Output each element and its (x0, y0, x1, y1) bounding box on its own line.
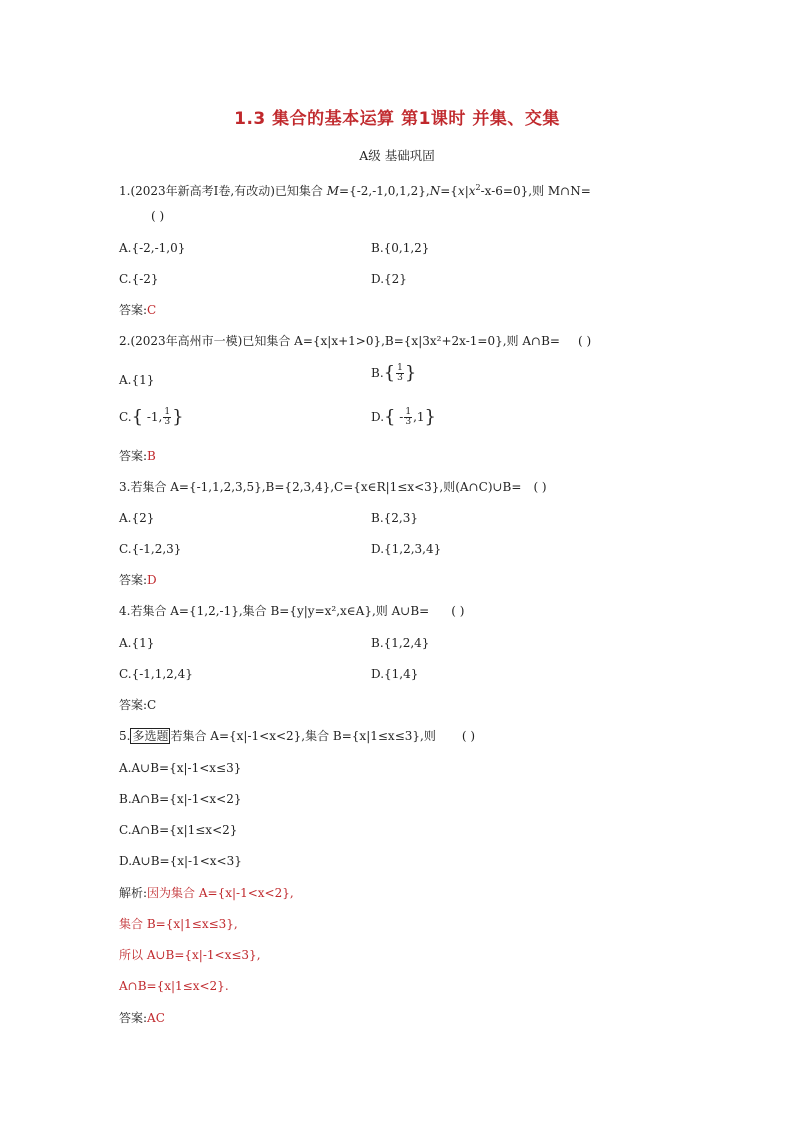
level-heading: A级 基础巩固 (359, 148, 435, 163)
q1-stem: 1.(2023年新高考Ⅰ卷,有改动)已知集合 $M=\{-2,-1,0,1,2\},N=\{x|x^2-x-6=0\}$,则 M∩N= (119, 183, 591, 198)
q3-option-a: A.{2} (119, 511, 155, 525)
q1-option-c: C.{-2} (119, 272, 159, 286)
q1-answer-value: C (147, 303, 157, 317)
q2-answer-value: B (147, 449, 156, 463)
q5-analysis-1: 解析:因为集合 A={x|-1<x<2}, (119, 886, 294, 900)
q4-answer-value: C (147, 698, 157, 712)
q4-option-d: D.{1,4} (371, 667, 419, 681)
q5-answer-value: AC (147, 1011, 165, 1025)
q3-option-d: D.{1,2,3,4} (371, 542, 442, 556)
q2-answer: 答案:B (119, 449, 156, 463)
q5-analysis-2: 集合 B={x|1≤x≤3}, (119, 917, 238, 931)
q2-option-a: A.{1} (119, 373, 155, 387)
multi-choice-tag: 多选题 (132, 729, 169, 743)
q1-answer: 答案:C (119, 303, 157, 317)
q3-option-b: B.{2,3} (371, 511, 418, 525)
q4-option-c: C.{-1,1,2,4} (119, 667, 193, 681)
page-title: 1.3 集合的基本运算 第1课时 并集、交集 (234, 109, 560, 129)
q1-option-b: B.{0,1,2} (371, 241, 430, 255)
q5-analysis-3: 所以 A∪B={x|-1<x≤3}, (119, 948, 261, 962)
q5-analysis-4: A∩B={x|1≤x<2}. (119, 979, 229, 993)
q5-option-a: A.A∪B={x|-1<x≤3} (119, 761, 242, 775)
q4-option-b: B.{1,2,4} (371, 636, 430, 650)
q2-option-c: C.{ -1, $\frac{1}{3}$ } (119, 406, 184, 428)
q3-answer: 答案:D (119, 573, 157, 587)
q3-stem: 3.若集合 A={-1,1,2,3,5},B={2,3,4},C={x∈R|1≤x<3},则(A∩C)∪B= ( ) (119, 480, 547, 494)
q1-option-d: D.{2} (371, 272, 407, 286)
q2-option-d: D.{ - $\frac{1}{3}$ ,1} (371, 406, 436, 428)
q4-answer: 答案:C (119, 698, 157, 712)
q5-answer: 答案:AC (119, 1011, 165, 1025)
q5-option-c: C.A∩B={x|1≤x<2} (119, 823, 238, 837)
q3-option-c: C.{-1,2,3} (119, 542, 182, 556)
q5-stem: 5. 多选题 若集合 A={x|-1<x<2},集合 B={x|1≤x≤3},则 ( ) (119, 729, 476, 743)
q2-stem: 2.(2023年高州市一模)已知集合 A={x|x+1>0},B={x|3x²+2x-1=0},则 A∩B= ( ) (119, 334, 592, 348)
q3-answer-value: D (147, 573, 157, 587)
q5-option-b: B.A∩B={x|-1<x<2} (119, 792, 242, 806)
q4-stem: 4.若集合 A={1,2,-1},集合 B={y|y=x²,x∈A},则 A∪B= ( ) (119, 604, 465, 618)
q1-option-a: A.{-2,-1,0} (119, 241, 186, 255)
q1-paren: ( ) (151, 209, 165, 223)
q2-option-b: B.{ $\frac{1}{3}$ } (371, 362, 417, 384)
q4-option-a: A.{1} (119, 636, 155, 650)
q5-option-d: D.A∪B={x|-1<x<3} (119, 854, 242, 868)
